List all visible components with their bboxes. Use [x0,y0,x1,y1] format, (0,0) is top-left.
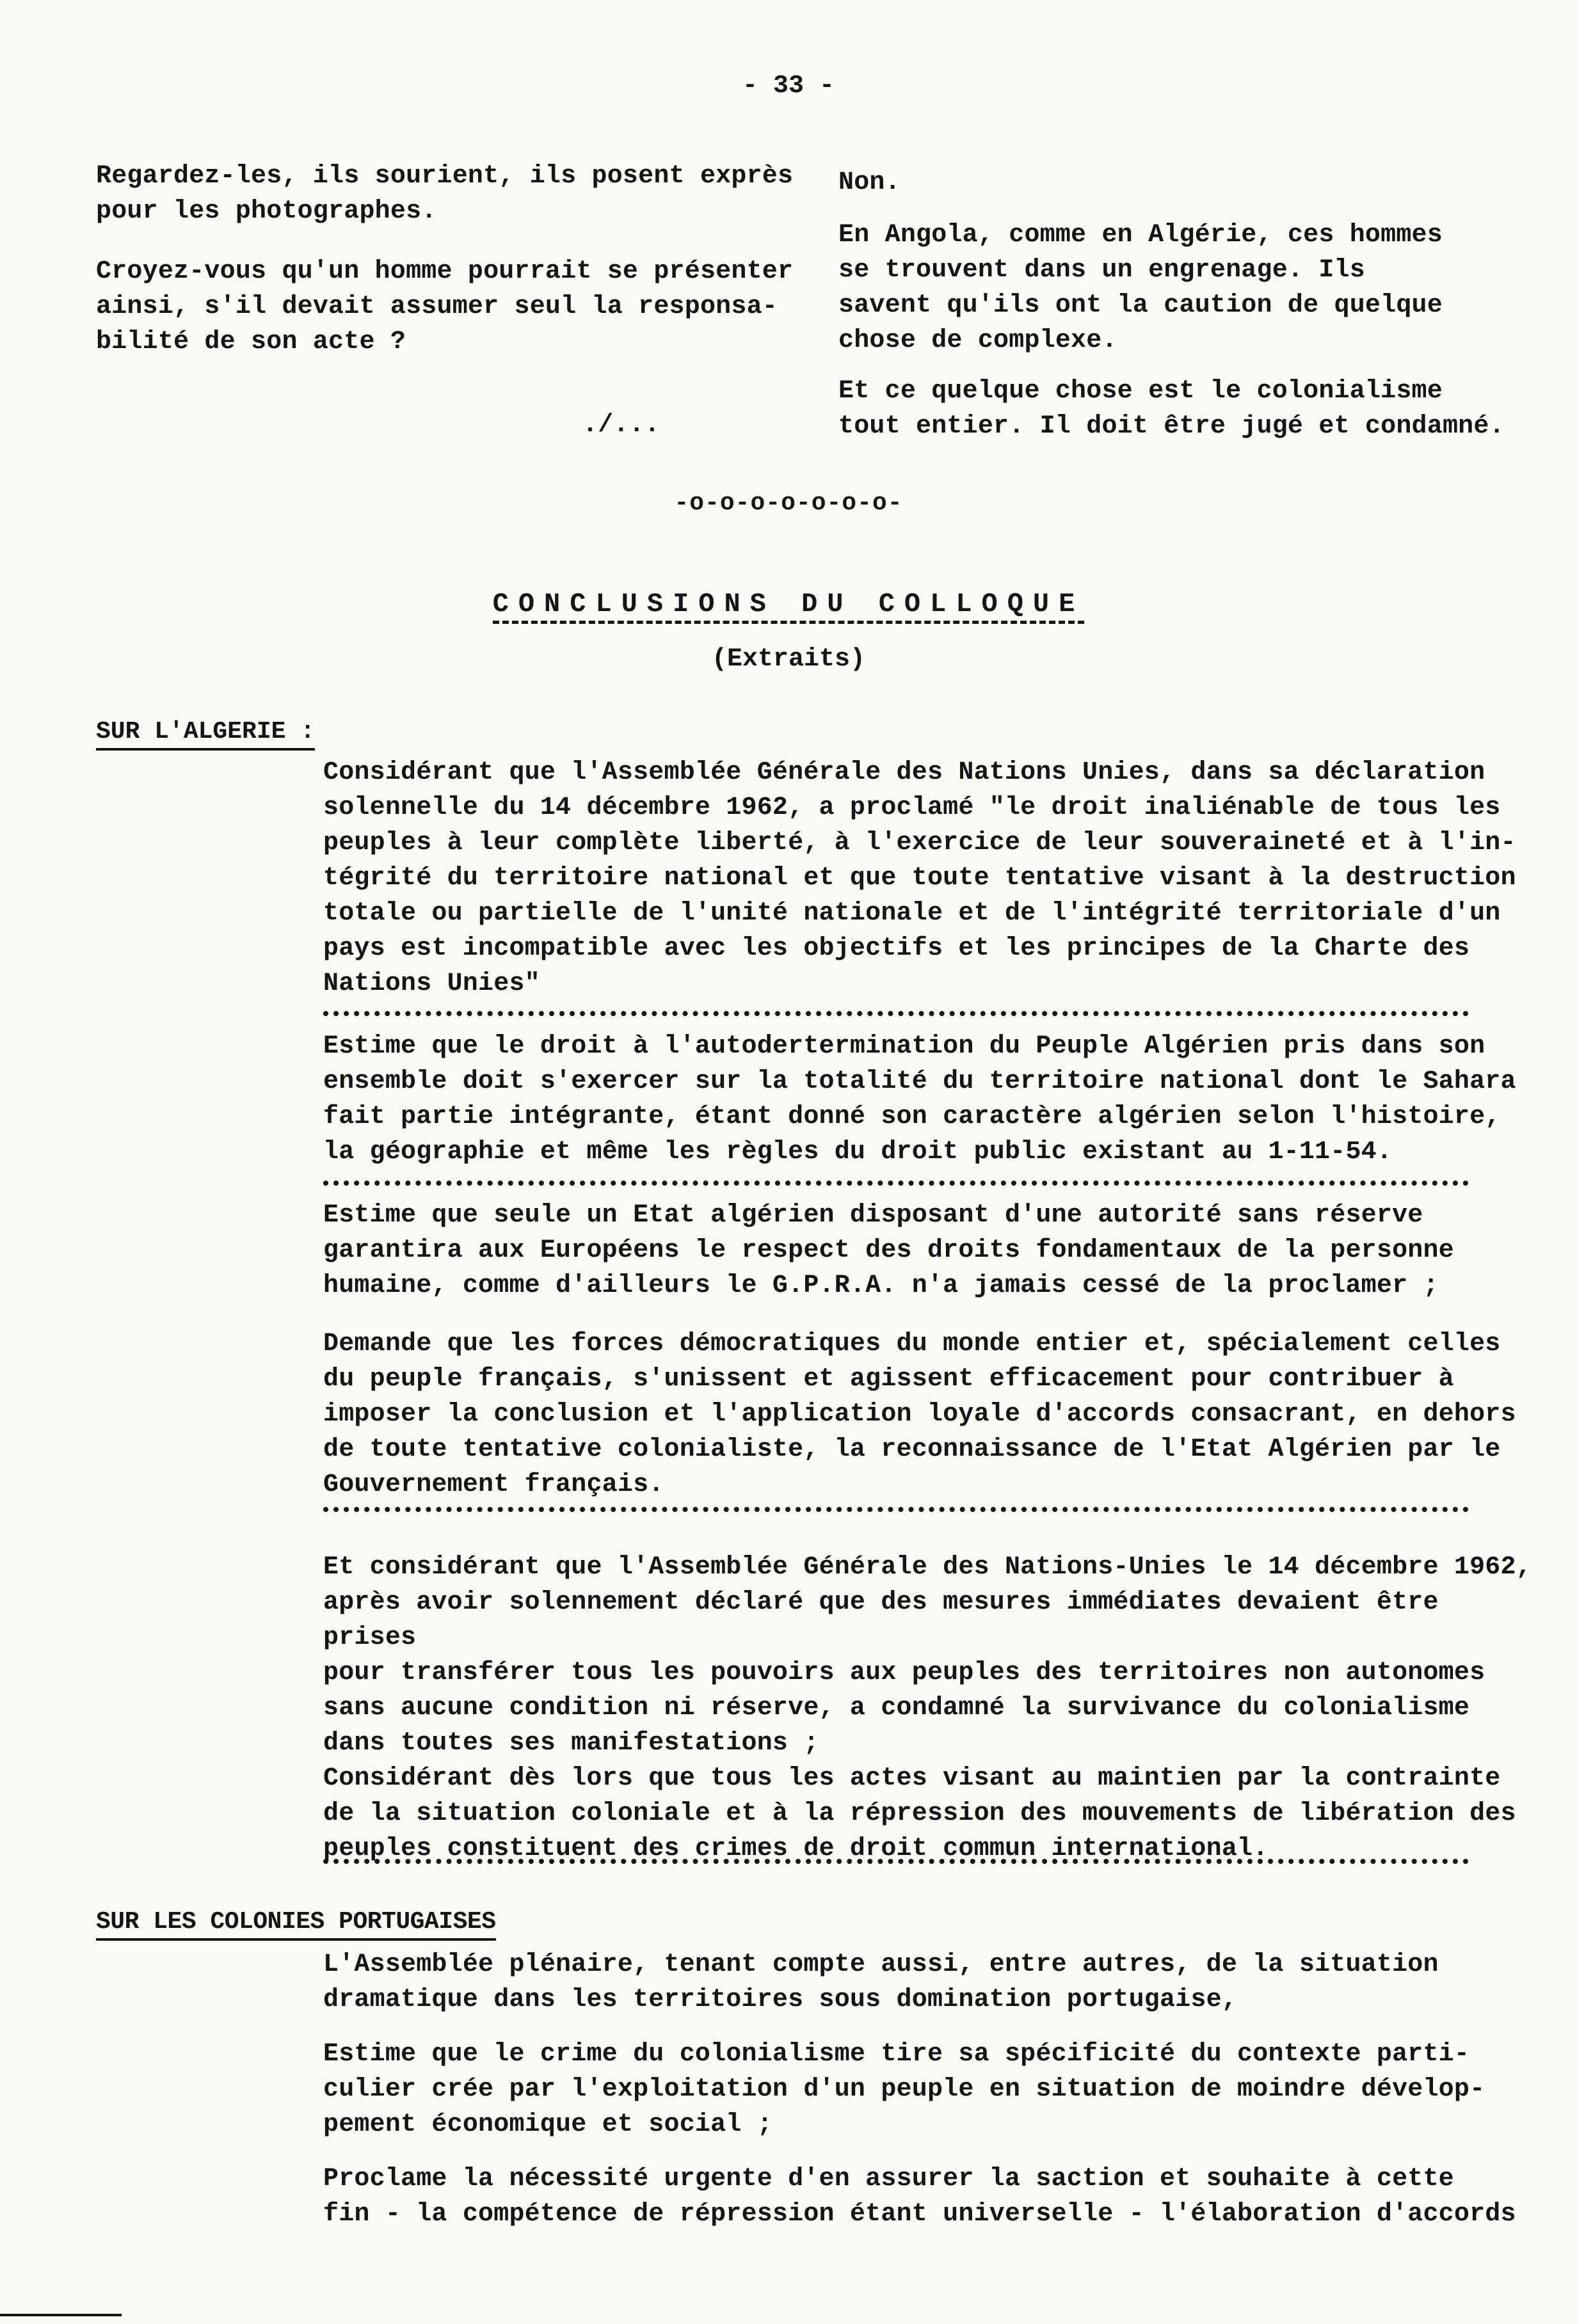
page-number: - 33 - [742,72,835,100]
right-column-paragraph-2: En Angola, comme en Algérie, ces hommes se trouvent dans un engrenage. Ils savent qu'ils ont la caution de quelque chose de complexe. [838,221,1443,355]
page-title [0,589,1577,619]
dotted-separator [323,1859,1469,1864]
dotted-separator [323,1011,1469,1016]
left-column-paragraph-2: Croyez-vous qu'un homme pourrait se présenter ainsi, s'il devait assumer seul la responsa- bilité de son acte ? [96,257,794,356]
colonies-paragraph-2: Estime que le crime du colonialisme tire sa spécificité du contexte parti- culier crée par l'exploitation d'un peuple en situation de moindre dévelop- pement économique et social ; [323,2040,1485,2139]
algerie-paragraph-1: Considérant que l'Assemblée Générale des Nations Unies, dans sa déclaration solennelle du 14 décembre 1962, a proclamé "le droit inaliénable de tous les peuples à leur complète liberté, à l'exercice de leur souveraineté et à l'in- tégrité du territoire national et que toute tentative visant à la destruction totale ou partielle de l'unité nationale et de l'intégrité territoriale d'un pays est incompatible avec les objectifs et les principes de la Charte des Nations Unies" [323,758,1516,998]
left-column-paragraph-1: Regardez-les, ils sourient, ils posent exprès pour les photographes. [96,162,794,226]
section-heading-algerie: SUR L'ALGERIE : [96,718,315,751]
right-column-paragraph-1: Non. [838,168,901,197]
continuation-marker: ./... [582,411,660,440]
algerie-paragraph-3: Estime que seule un Etat algérien disposant d'une autorité sans réserve garantira aux Européens le respect des droits fondamentaux de la personne humaine, comme d'ailleurs le G.P.R.A. n'a jamais cessé de la proclamer ; [323,1201,1454,1300]
right-column-paragraph-3: Et ce quelque chose est le colonialisme tout entier. Il doit être jugé et condamné. [838,377,1505,441]
algerie-paragraph-4: Demande que les forces démocratiques du monde entier et, spécialement celles du peuple français, s'unissent et agissent efficacement pour contribuer à imposer la conclusion et l'application loyale d'accords consacrant, en dehors de toute tentative colonialiste, la reconnaissance de l'Etat Algérien par le Gouvernement français. [323,1330,1516,1499]
separator: -o-o-o-o-o-o-o- [674,489,903,517]
dotted-separator [323,1507,1469,1512]
colonies-paragraph-3: Proclame la nécessité urgente d'en assurer la saction et souhaite à cette fin - la compétence de répression étant universelle - l'élaboration d'accords [323,2165,1516,2229]
algerie-paragraph-5: Et considérant que l'Assemblée Générale des Nations-Unies le 14 décembre 1962, après avoir solennement déclaré que des mesures immédiates devaient être prises pour transférer tous les pouvoirs aux peuples des territoires non autonomes sans aucune condition ni réserve, a condamné la survivance du colonialisme dans toutes ses manifestations ; Considérant dès lors que tous les actes visant au maintien par la contrainte de la situation coloniale et à la répression des mouvements de libération des peuples constituent des crimes de droit commun international. [323,1553,1532,1863]
section-heading-colonies-portugaises: SUR LES COLONIES PORTUGAISES [96,1908,496,1941]
dotted-separator [323,1181,1469,1186]
page-title-text: CONCLUSIONS DU COLLOQUE [493,589,1085,624]
algerie-paragraph-2: Estime que le droit à l'autodertermination du Peuple Algérien pris dans son ensemble doit s'exercer sur la totalité du territoire national dont le Sahara fait partie intégrante, étant donné son caractère algérien selon l'histoire, la géographie et même les règles du droit public existant au 1-11-54. [323,1032,1516,1166]
colonies-paragraph-1: L'Assemblée plénaire, tenant compte aussi, entre autres, de la situation dramatique dans les territoires sous domination portugaise, [323,1950,1439,2014]
bottom-rule [0,2314,122,2316]
page-subtitle: (Extraits) [711,645,866,674]
